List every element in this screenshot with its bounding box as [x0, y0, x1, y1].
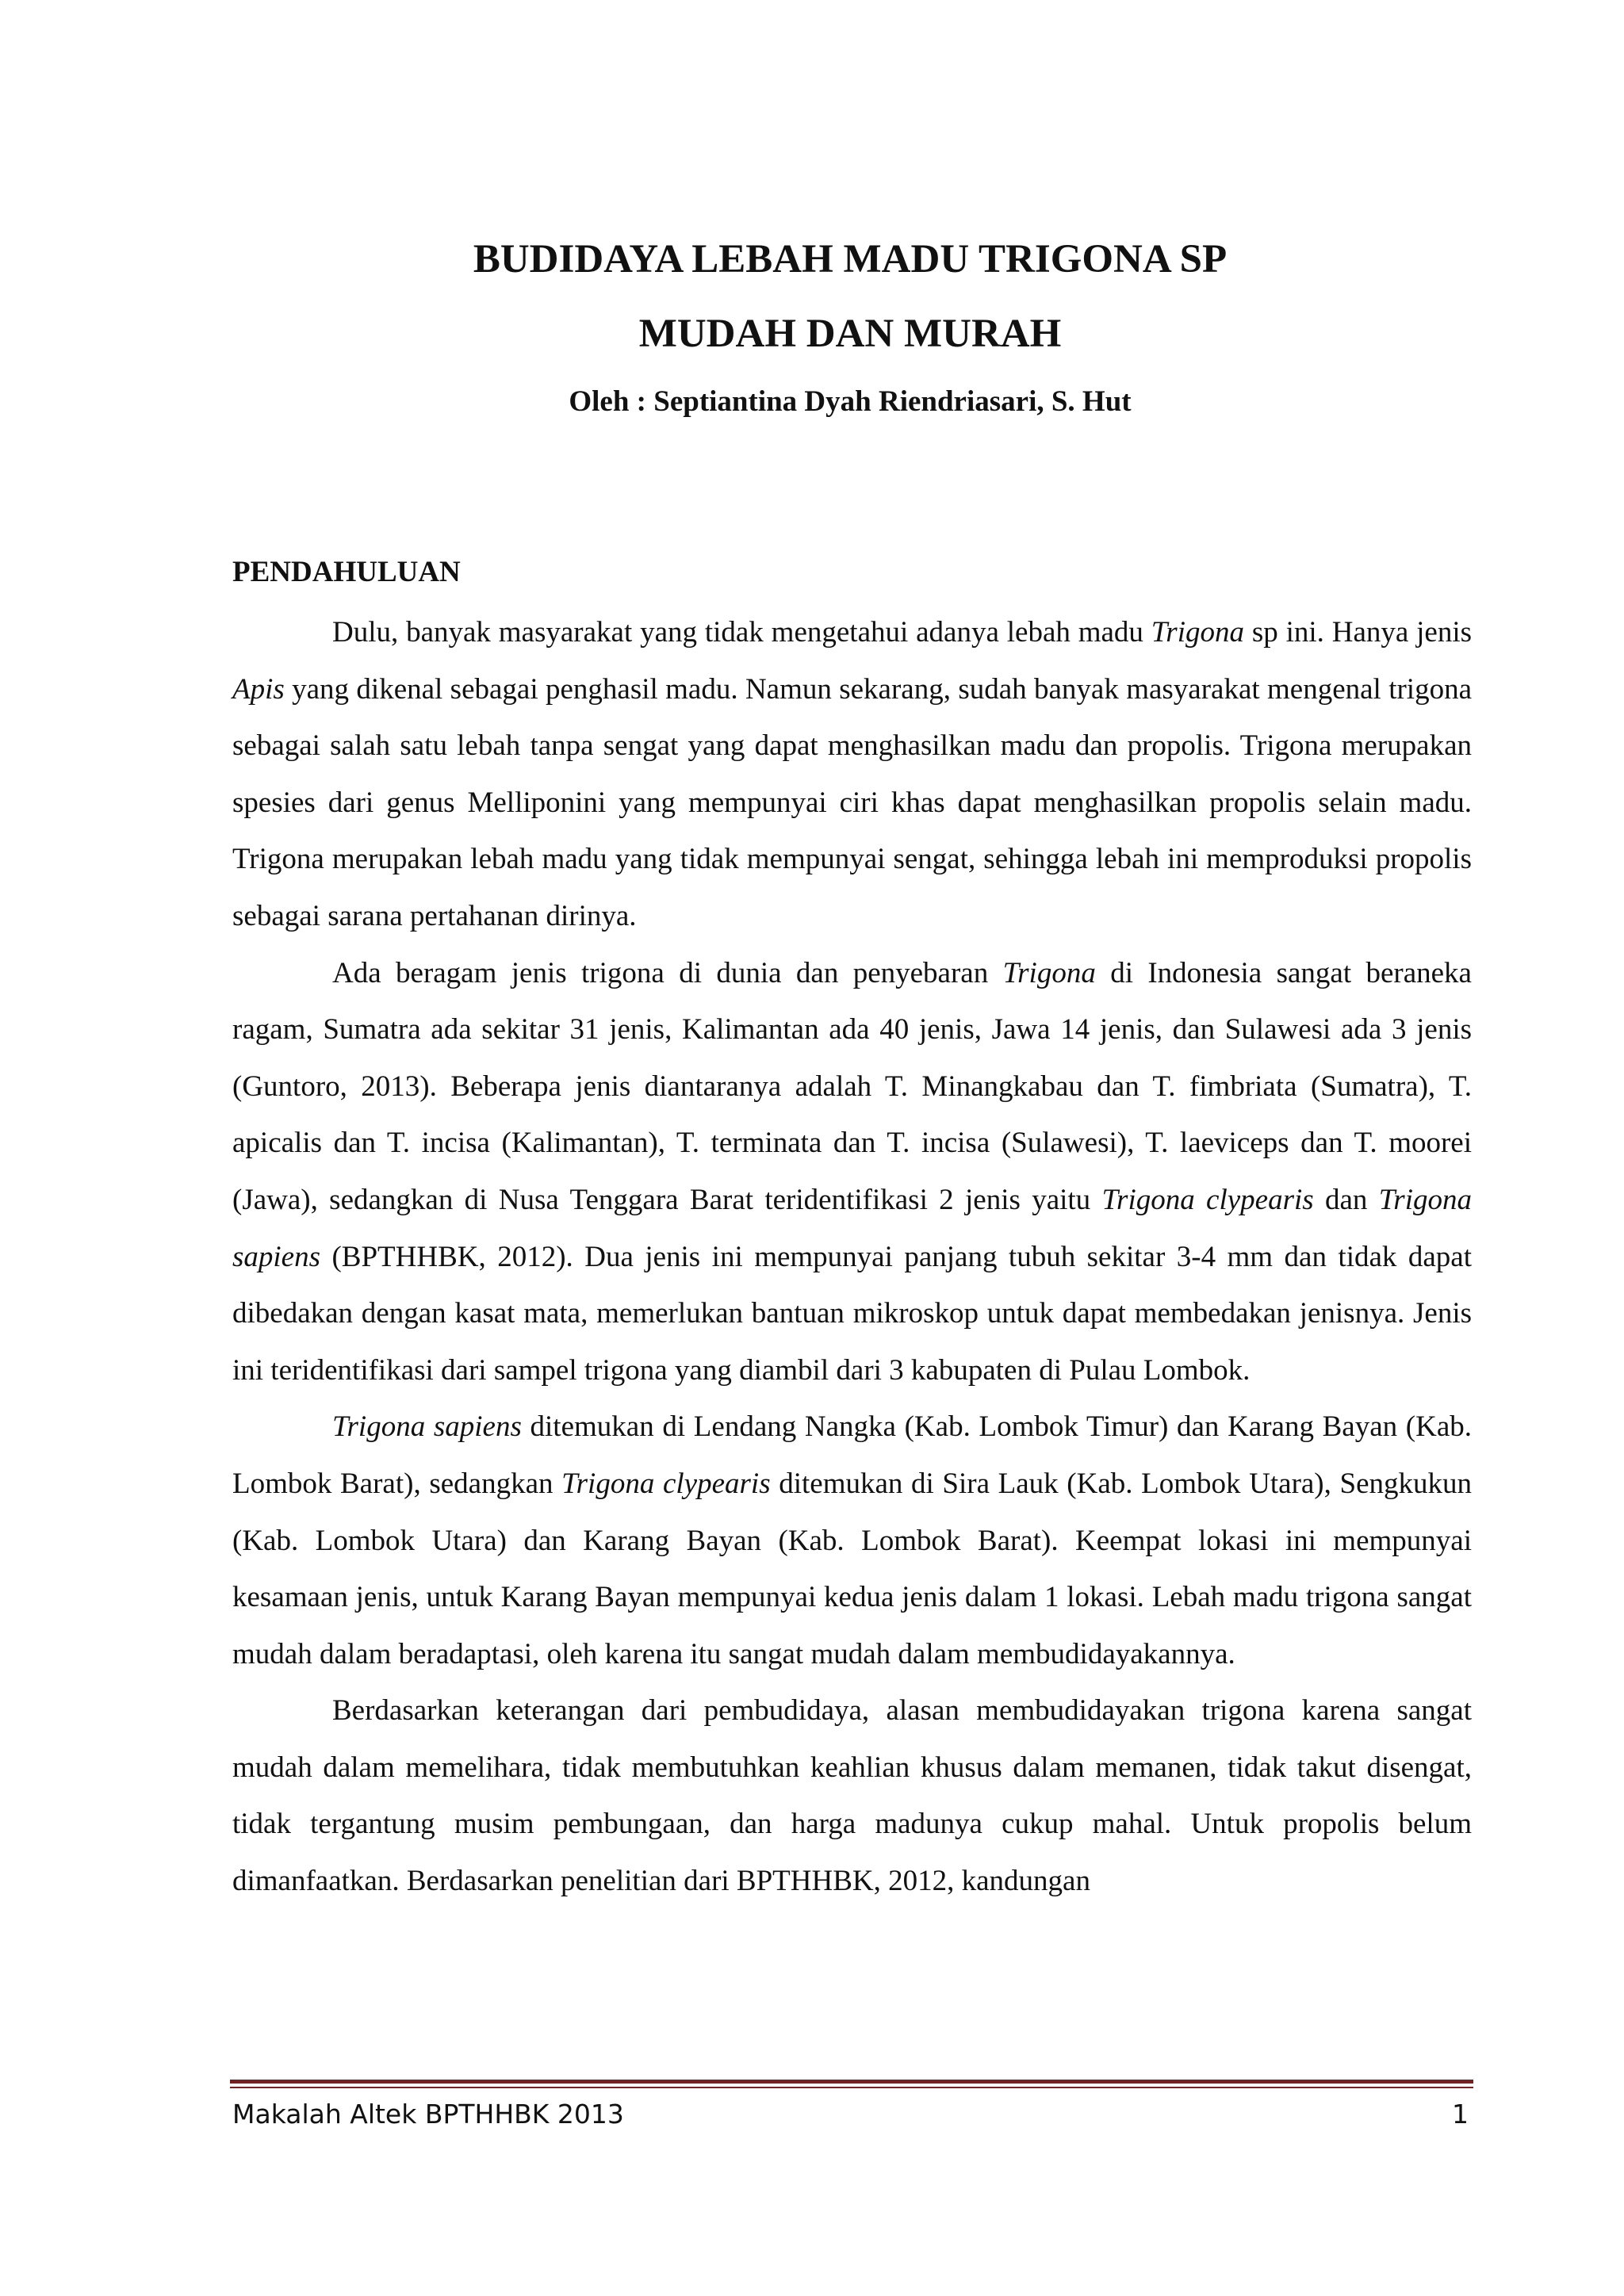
italic-term: Trigona clypearis — [561, 1467, 771, 1500]
page-number: 1 — [1452, 2099, 1469, 2130]
author-line: Oleh : Septiantina Dyah Riendriasari, S. Hut — [569, 385, 1132, 418]
document-title-line-2: MUDAH DAN MURAH — [638, 312, 1062, 356]
text-run: sp ini. Hanya jenis — [1243, 616, 1473, 649]
document-title-line-1: BUDIDAYA LEBAH MADU TRIGONA SP — [473, 237, 1228, 281]
body-text — [232, 604, 1472, 1910]
text-run: (BPTHHBK, 2012). Dua jenis ini mempunyai panjang tubuh sekitar 3-4 mm dan tidak dapat dibedakan dengan kasat mata, memerlukan bantuan mikroskop untuk dapat membedakan jenisnya. Jenis ini teridentifikasi dari sampel trigona yang diambil dari 3 kabupaten di Pulau Lombok. — [232, 1240, 1472, 1387]
section-heading: PENDAHULUAN — [232, 556, 461, 588]
italic-term: Trigona — [1151, 616, 1244, 649]
italic-term: Trigona sapiens — [232, 1183, 1472, 1273]
italic-term: Apis — [232, 672, 285, 706]
italic-term: Trigona sapiens — [332, 1410, 522, 1444]
italic-term: Trigona — [1002, 956, 1096, 989]
text-run: Dulu, banyak masyarakat yang tidak mengetahui adanya lebah madu — [332, 616, 1151, 649]
paragraph-2 — [232, 945, 1472, 1399]
paragraph-1 — [232, 604, 1472, 945]
text-run: ditemukan di Sira Lauk (Kab. Lombok Utara), Sengkukun (Kab. Lombok Utara) dan Karang Bayan (Kab. Lombok Barat). Keempat lokasi ini mempunyai kesamaan jenis, untuk Karang Bayan mempunyai kedua jenis dalam 1 lokasi. Lebah madu trigona sangat mudah dalam beradaptasi, oleh karena itu sangat mudah dalam membudidayakannya. — [232, 1467, 1473, 1670]
paragraph-3 — [232, 1399, 1472, 1682]
text-run: dan — [1313, 1183, 1379, 1216]
text-run: di Indonesia sangat beraneka ragam, Sumatra ada sekitar 31 jenis, Kalimantan ada 40 jenis, Jawa 14 jenis, dan Sulawesi ada 3 jenis (Guntoro, 2013). Beberapa jenis diantaranya adalah T. Minangkabau dan T. fimbriata (Sumatra), T. apicalis dan T. incisa (Kalimantan), T. terminata dan T. incisa (Sulawesi), T. laeviceps dan T. moorei (Jawa), sedangkan di Nusa Tenggara Barat teridentifikasi 2 jenis yaitu — [232, 956, 1472, 1216]
text-run: Berdasarkan keterangan dari pembudidaya, alasan membudidayakan trigona karena sangat mudah dalam memelihara, tidak membutuhkan keahlian khusus dalam memanen, tidak takut disengat, tidak tergantung musim pembungaan, dan harga madunya cukup mahal. Untuk propolis belum dimanfaatkan. Berdasarkan penelitian dari BPTHHBK, 2012, kandungan — [232, 1694, 1472, 1898]
text-run: ditemukan di Lendang Nangka (Kab. Lombok Timur) dan Karang Bayan (Kab. Lombok Barat), sedangkan — [232, 1410, 1472, 1500]
text-run: yang dikenal sebagai penghasil madu. Namun sekarang, sudah banyak masyarakat mengenal trigona sebagai salah satu lebah tanpa sengat yang dapat menghasilkan madu dan propolis. Trigona merupakan spesies dari genus Melliponini yang mempunyai ciri khas dapat menghasilkan propolis selain madu. Trigona merupakan lebah madu yang tidak mempunyai sengat, sehingga lebah ini memproduksi propolis sebagai sarana pertahanan dirinya. — [232, 672, 1472, 932]
italic-term: Trigona clypearis — [1101, 1183, 1314, 1216]
text-run: Ada beragam jenis trigona di dunia dan penyebaran — [332, 956, 1003, 989]
paragraph-4 — [232, 1682, 1472, 1909]
footer-rule-thin — [230, 2087, 1473, 2088]
footer-text: Makalah Altek BPTHHBK 2013 — [232, 2099, 624, 2130]
footer-rule-thick — [230, 2080, 1473, 2084]
